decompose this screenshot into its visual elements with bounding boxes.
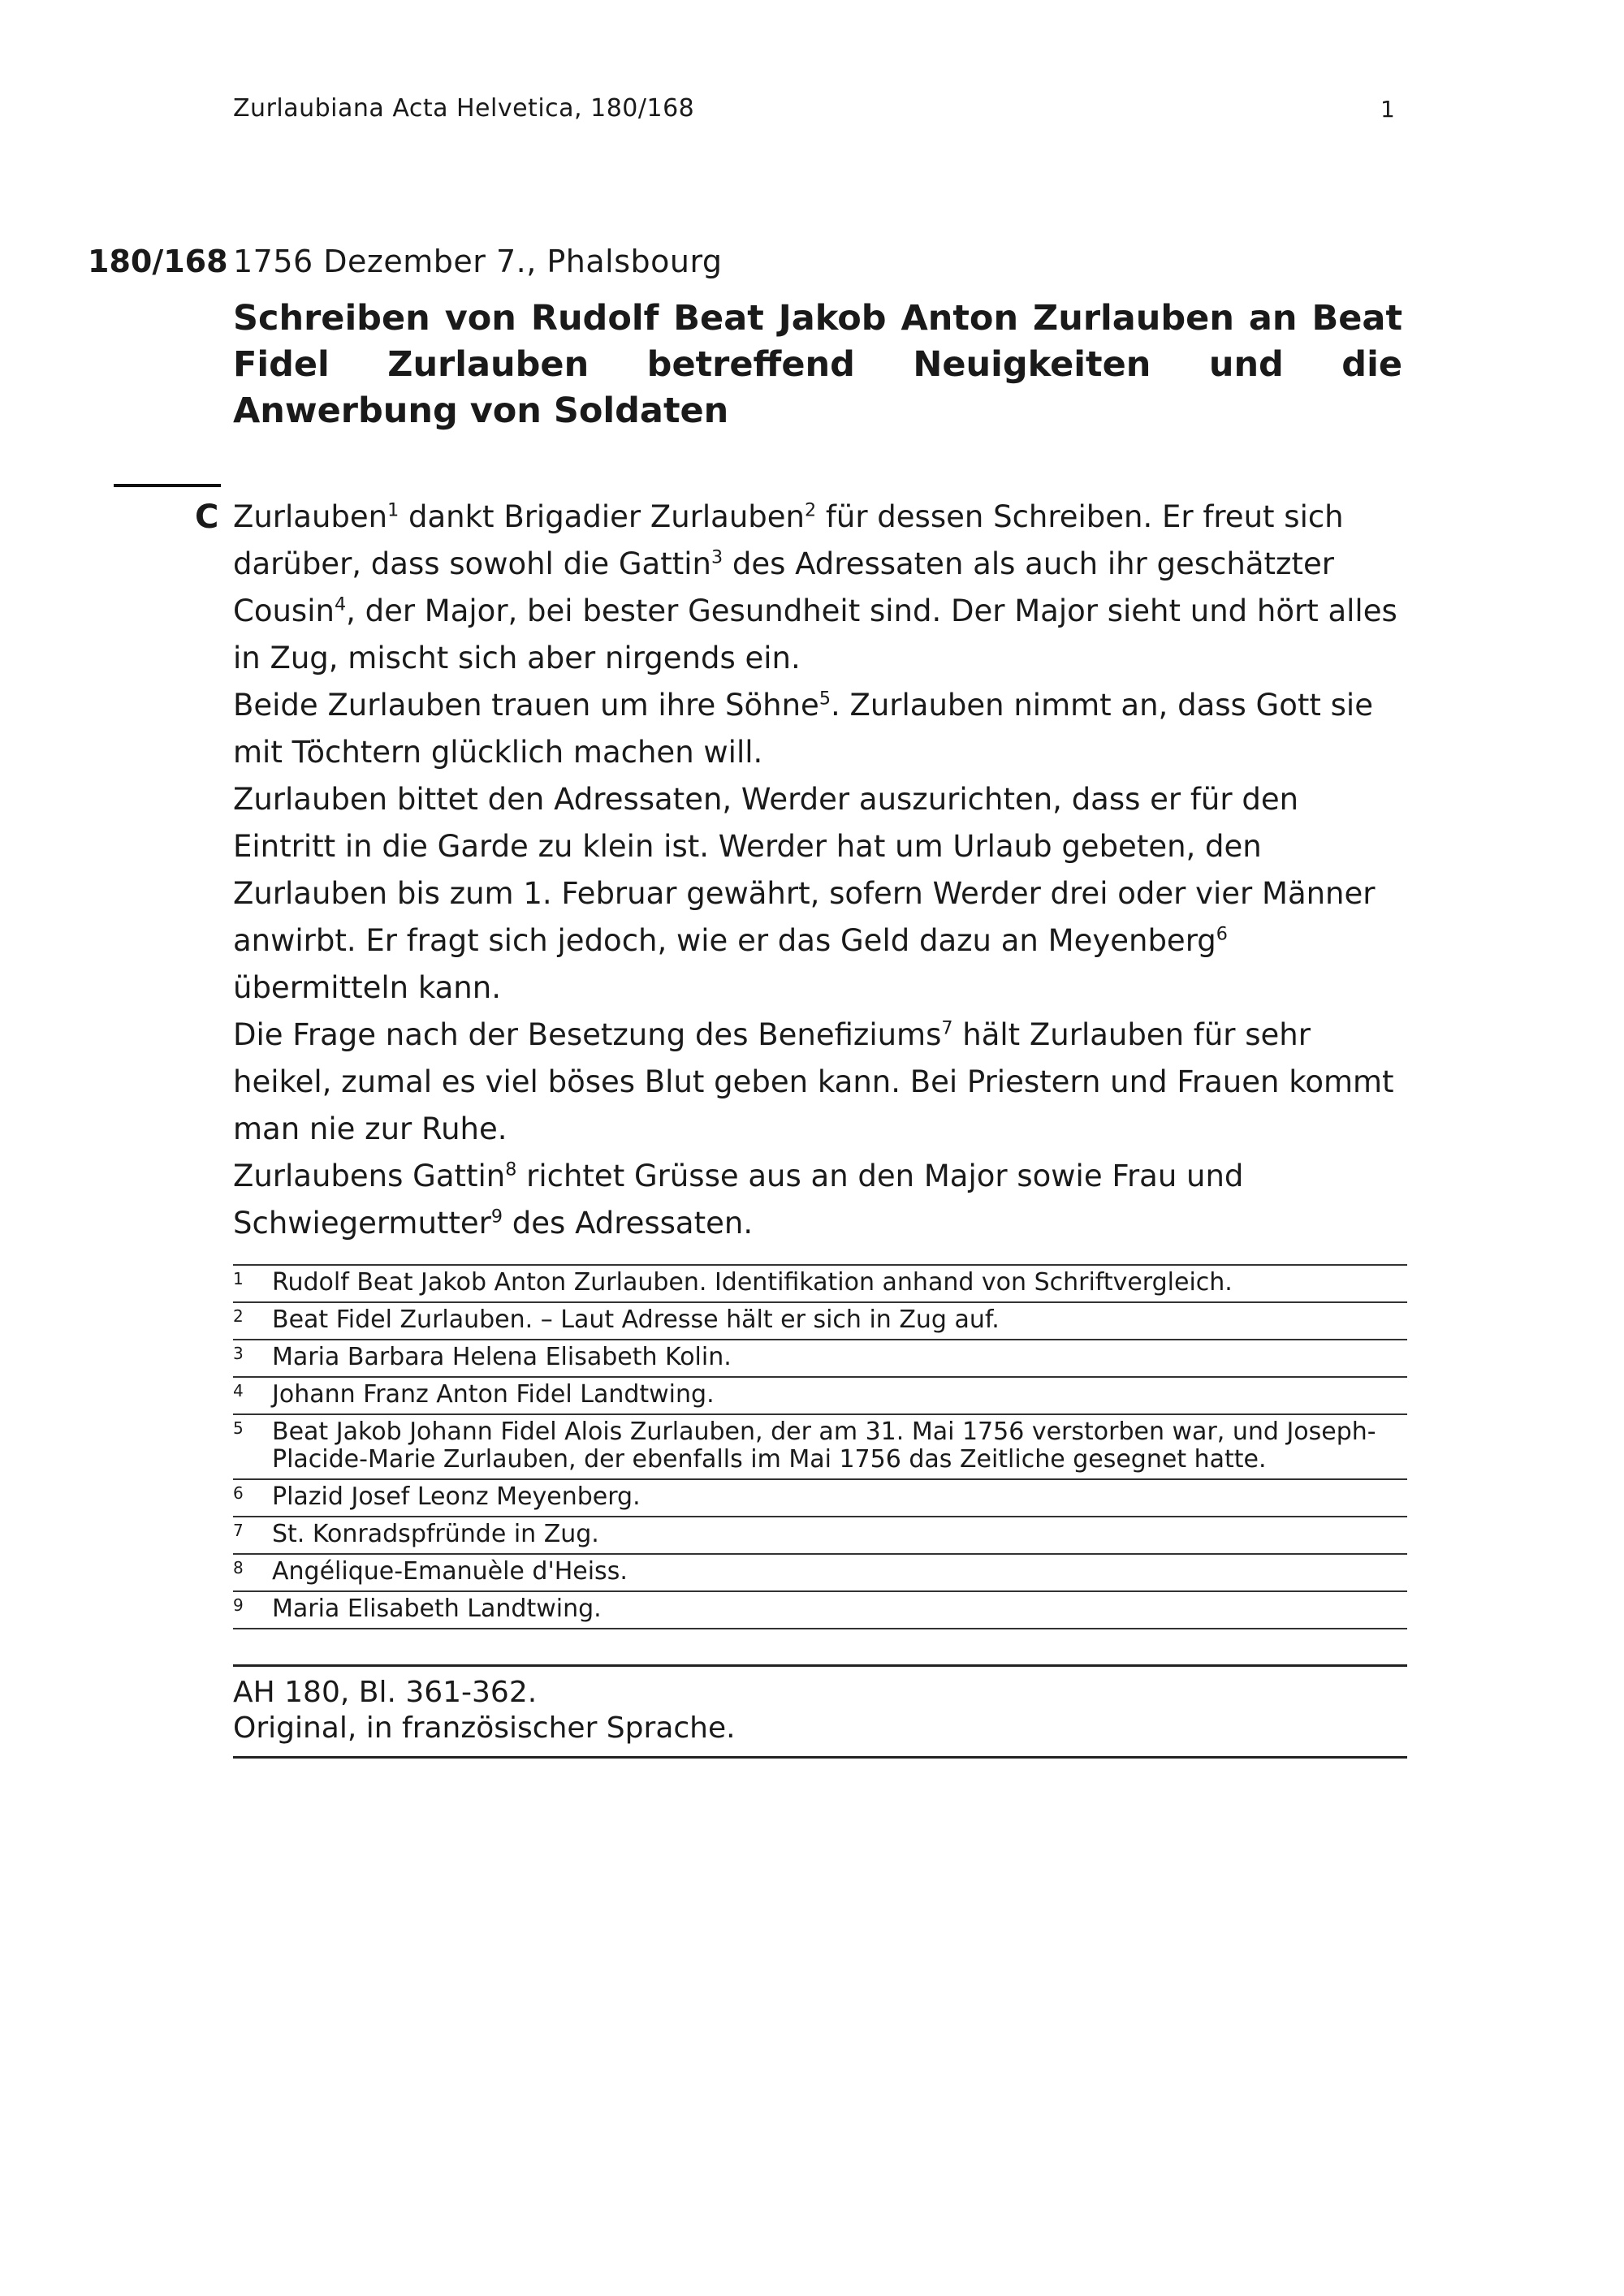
footnote-reference: 8: [505, 1159, 517, 1180]
footnote-text: Maria Barbara Helena Elisabeth Kolin.: [272, 1343, 732, 1371]
footnotes: [233, 1264, 1407, 1629]
footnote-reference: 5: [818, 688, 831, 710]
footnote: [233, 1555, 1407, 1592]
summary: [233, 494, 1402, 1247]
footnote-reference: 7: [941, 1017, 953, 1039]
page-number: 1: [1380, 96, 1395, 123]
summary-paragraph: Zurlauben bittet den Adressaten, Werder auszurichten, dass er für den Eintritt in die Garde zu klein ist. Werder hat um Urlaub gebeten, den Zurlauben bis zum 1. Februar gewährt, sofern Werder drei oder vier Männer anwirbt. Er fragt sich jedoch, wie er das Geld dazu an Meyenberg$^6$ übermitteln kann.: [233, 782, 1376, 1005]
footnote-reference: 3: [710, 546, 723, 568]
footnote-text: Rudolf Beat Jakob Anton Zurlauben. Identifikation anhand von Schriftvergleich.: [272, 1268, 1233, 1297]
footnote: [233, 1592, 1407, 1629]
footnote: [233, 1340, 1407, 1378]
archive-signature: AH 180, Bl. 361-362.: [233, 1676, 538, 1709]
footnote-reference: 6: [1216, 923, 1228, 945]
footnote-reference: 4: [334, 593, 347, 615]
source-notes: [233, 1664, 1407, 1759]
document-date-place: 1756 Dezember 7., Phalsbourg: [233, 244, 723, 279]
regest-marker: C: [195, 498, 219, 536]
footnote: [233, 1378, 1407, 1415]
footnote: [233, 1517, 1407, 1555]
footnote-text: Maria Elisabeth Landtwing.: [272, 1595, 602, 1623]
footnote-number: 6: [233, 1483, 244, 1503]
footnote: [233, 1266, 1407, 1303]
footnote-reference: 9: [490, 1206, 503, 1228]
footnote-number: 9: [233, 1595, 244, 1615]
footnote-reference: 2: [804, 499, 817, 521]
footnote-number: 1: [233, 1269, 244, 1288]
footnote-text: Beat Fidel Zurlauben. – Laut Adresse hält er sich in Zug auf.: [272, 1306, 1000, 1334]
summary-paragraph: Beide Zurlauben trauen um ihre Söhne$^5$. Zurlauben nimmt an, dass Gott sie mit Töchtern glücklich machen will.: [233, 688, 1373, 770]
footnote-number: 7: [233, 1521, 244, 1540]
footnote: [233, 1303, 1407, 1340]
footnote-number: 2: [233, 1306, 244, 1326]
footnote-text: Plazid Josef Leonz Meyenberg.: [272, 1482, 641, 1511]
summary-paragraph: Zurlaubens Gattin$^8$ richtet Grüsse aus an den Major sowie Frau und Schwiegermutter$^9$ des Adressaten.: [233, 1159, 1244, 1241]
footnote-number: 4: [233, 1381, 244, 1400]
footnote-text: Angélique-Emanuèle d'Heiss.: [272, 1557, 628, 1586]
footnote-number: 3: [233, 1344, 244, 1363]
running-title: Zurlaubiana Acta Helvetica, 180/168: [233, 94, 695, 123]
footnote-text: Johann Franz Anton Fidel Landtwing.: [272, 1380, 715, 1409]
summary-paragraph: Die Frage nach der Besetzung des Benefiziums$^7$ hält Zurlauben für sehr heikel, zumal es viel böses Blut geben kann. Bei Priestern und Frauen kommt man nie zur Ruhe.: [233, 1017, 1394, 1146]
document-number: 180/168: [88, 244, 228, 279]
footnote: [233, 1415, 1407, 1480]
document-title: Schreiben von Rudolf Beat Jakob Anton Zurlauben an Beat Fidel Zurlauben betreffend Neuigkeiten und die Anwerbung von Soldaten: [233, 298, 1402, 431]
footnote-reference: 1: [387, 499, 400, 521]
summary-paragraph: Zurlauben$^1$ dankt Brigadier Zurlauben$^2$ für dessen Schreiben. Er freut sich darüber, dass sowohl die Gattin$^3$ des Adressaten als auch ihr geschätzter Cousin$^4$, der Major, bei bester Gesundheit sind. Der Major sieht und hört alles in Zug, mischt sich aber nirgends ein.: [233, 499, 1397, 675]
margin-divider: [114, 484, 221, 487]
footnote-text: Beat Jakob Johann Fidel Alois Zurlauben, der am 31. Mai 1756 verstorben war, und Joseph-Placide-Marie Zurlauben, der ebenfalls im Mai 1756 das Zeitliche gesegnet hatte.: [272, 1418, 1376, 1474]
source-description: Original, in französischer Sprache.: [233, 1711, 736, 1745]
footnote-number: 5: [233, 1418, 244, 1438]
footnote-text: St. Konradspfründe in Zug.: [272, 1520, 599, 1548]
footnote-number: 8: [233, 1558, 244, 1577]
footnote: [233, 1480, 1407, 1517]
